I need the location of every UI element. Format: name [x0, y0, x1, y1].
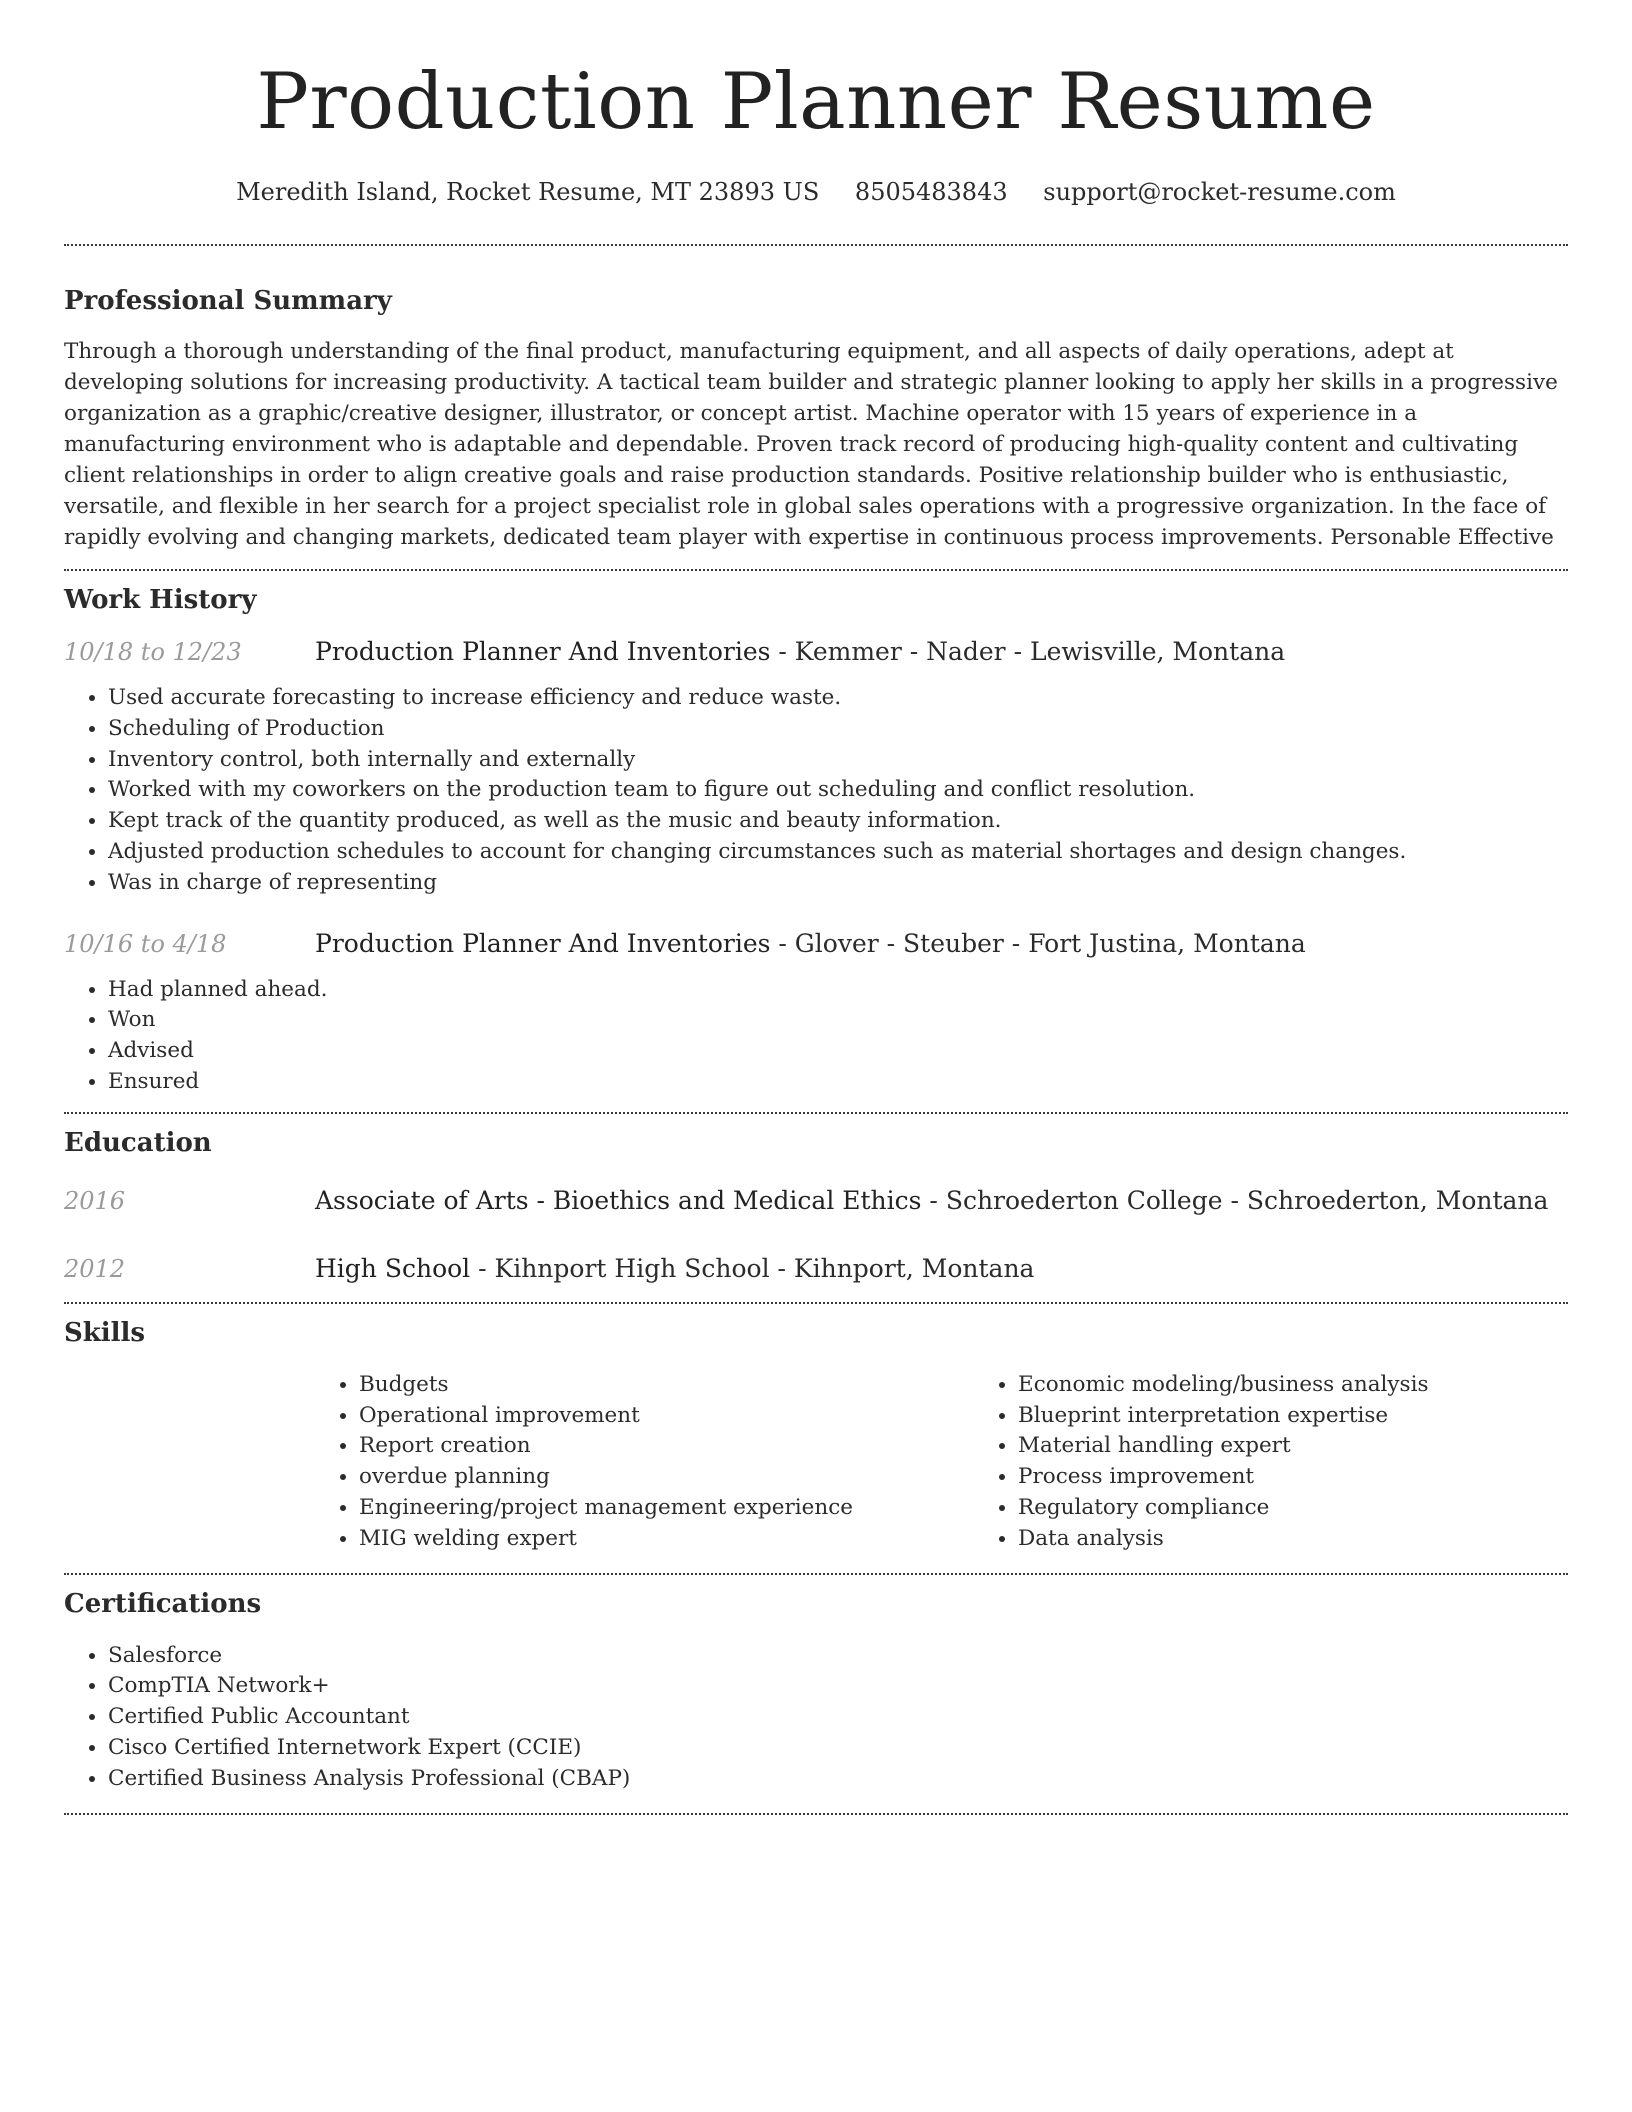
list-item: • Kept track of the quantity produced, as well as the music and beauty information.	[108, 806, 1568, 837]
list-item: • Certified Public Accountant	[108, 1702, 1568, 1733]
education-heading-line	[315, 1252, 1034, 1286]
divider	[64, 244, 1568, 246]
list-item: • CompTIA Network+	[108, 1671, 1568, 1702]
list-item: • Adjusted production schedules to account for changing circumstances such as material shortages and design changes.	[108, 837, 1568, 868]
list-item: • Data analysis	[1018, 1524, 1632, 1555]
education-degree: High School	[315, 1253, 471, 1283]
list-item: • Inventory control, both internally and externally	[108, 745, 1568, 776]
job-bullets	[64, 683, 1568, 899]
list-item: • Economic modeling/business analysis	[1018, 1370, 1632, 1401]
job-dates: 10/18 to 12/23	[64, 638, 242, 666]
list-item: • Salesforce	[108, 1641, 1568, 1672]
list-item: • overdue planning	[359, 1462, 974, 1493]
education-year: 2012	[64, 1254, 126, 1283]
work-heading: Work History	[64, 585, 257, 615]
certifications-heading: Certifications	[64, 1588, 262, 1619]
summary-heading: Professional Summary	[64, 286, 392, 316]
contact-line	[64, 174, 1568, 210]
job-details: - Glover - Steuber - Fort Justina, Montana	[770, 928, 1306, 958]
skills-list-right	[974, 1370, 1632, 1555]
certifications-list	[64, 1641, 1568, 1795]
list-item: • Ensured	[108, 1067, 1568, 1098]
list-item: • Report creation	[359, 1431, 974, 1462]
job-title: Production Planner And Inventories	[315, 928, 771, 958]
education-heading-line	[315, 1184, 1548, 1218]
divider	[64, 569, 1568, 571]
list-item: • Operational improvement	[359, 1401, 974, 1432]
skills-list-left	[315, 1370, 974, 1555]
list-item: • Budgets	[359, 1370, 974, 1401]
job-heading	[315, 927, 1306, 961]
contact-address: Meredith Island, Rocket Resume, MT 23893 US	[236, 178, 820, 206]
education-details: - Kihnport High School - Kihnport, Montana	[470, 1253, 1035, 1283]
list-item: • Engineering/project management experience	[359, 1493, 974, 1524]
summary-text: Through a thorough understanding of the final product, manufacturing equipment, and all aspects of daily operations, adept at developing solutions for increasing productivity. A tactical team builder and strategic planner looking to apply her skills in a progressive organization as a graphic/creative designer, illustrator, or concept artist. Machine operator with 15 years of experience in a manufacturing environment who is adaptable and dependable. Proven track record of producing high-quality content and cultivating client relationships in order to align creative goals and raise production standards. Positive relationship builder who is enthusiastic, versatile, and flexible in her search for a project specialist role in global sales operations with a progressive organization. In the face of rapidly evolving and changing markets, dedicated team player with expertise in continuous process improvements. Personable Effective	[64, 339, 1558, 550]
list-item: • Used accurate forecasting to increase efficiency and reduce waste.	[108, 683, 1568, 714]
job-entry	[64, 635, 1568, 899]
job-heading	[315, 635, 1285, 669]
page-title: Production Planner Resume	[256, 57, 1376, 147]
skills-columns	[315, 1370, 1568, 1555]
contact-phone: 8505483843	[854, 178, 1008, 206]
job-dates: 10/16 to 4/18	[64, 929, 227, 958]
list-item: • Certified Business Analysis Professional (CBAP)	[108, 1764, 1568, 1795]
list-item: • Worked with my coworkers on the production team to figure out scheduling and conflict resolution.	[108, 775, 1568, 806]
list-item: • Regulatory compliance	[1018, 1493, 1632, 1524]
job-details: - Kemmer - Nader - Lewisville, Montana	[770, 637, 1286, 666]
list-item: • Scheduling of Production	[108, 714, 1568, 745]
divider	[64, 1112, 1568, 1114]
job-entry	[64, 927, 1568, 1098]
list-item: • Blueprint interpretation expertise	[1018, 1401, 1632, 1432]
list-item: • Had planned ahead.	[108, 975, 1568, 1006]
divider	[64, 1302, 1568, 1304]
list-item: • Cisco Certified Internetwork Expert (CCIE)	[108, 1733, 1568, 1764]
divider	[64, 1813, 1568, 1815]
list-item: • Process improvement	[1018, 1462, 1632, 1493]
education-year: 2016	[64, 1186, 126, 1215]
list-item: • MIG welding expert	[359, 1524, 974, 1555]
education-degree: Associate of Arts - Bioethics and Medical Ethics	[315, 1185, 922, 1215]
list-item: • Advised	[108, 1036, 1568, 1067]
education-entry	[64, 1252, 1568, 1286]
education-entry	[64, 1184, 1568, 1218]
list-item: • Material handling expert	[1018, 1431, 1632, 1462]
divider	[64, 1573, 1568, 1575]
skills-heading: Skills	[64, 1317, 146, 1348]
list-item: • Was in charge of representing	[108, 868, 1568, 899]
education-heading: Education	[64, 1127, 212, 1158]
contact-email: support@rocket-resume.com	[1043, 178, 1396, 206]
education-details: - Schroederton College - Schroederton, Montana	[921, 1185, 1549, 1215]
job-title: Production Planner And Inventories	[315, 637, 771, 666]
list-item: • Won	[108, 1005, 1568, 1036]
job-bullets	[64, 975, 1568, 1098]
